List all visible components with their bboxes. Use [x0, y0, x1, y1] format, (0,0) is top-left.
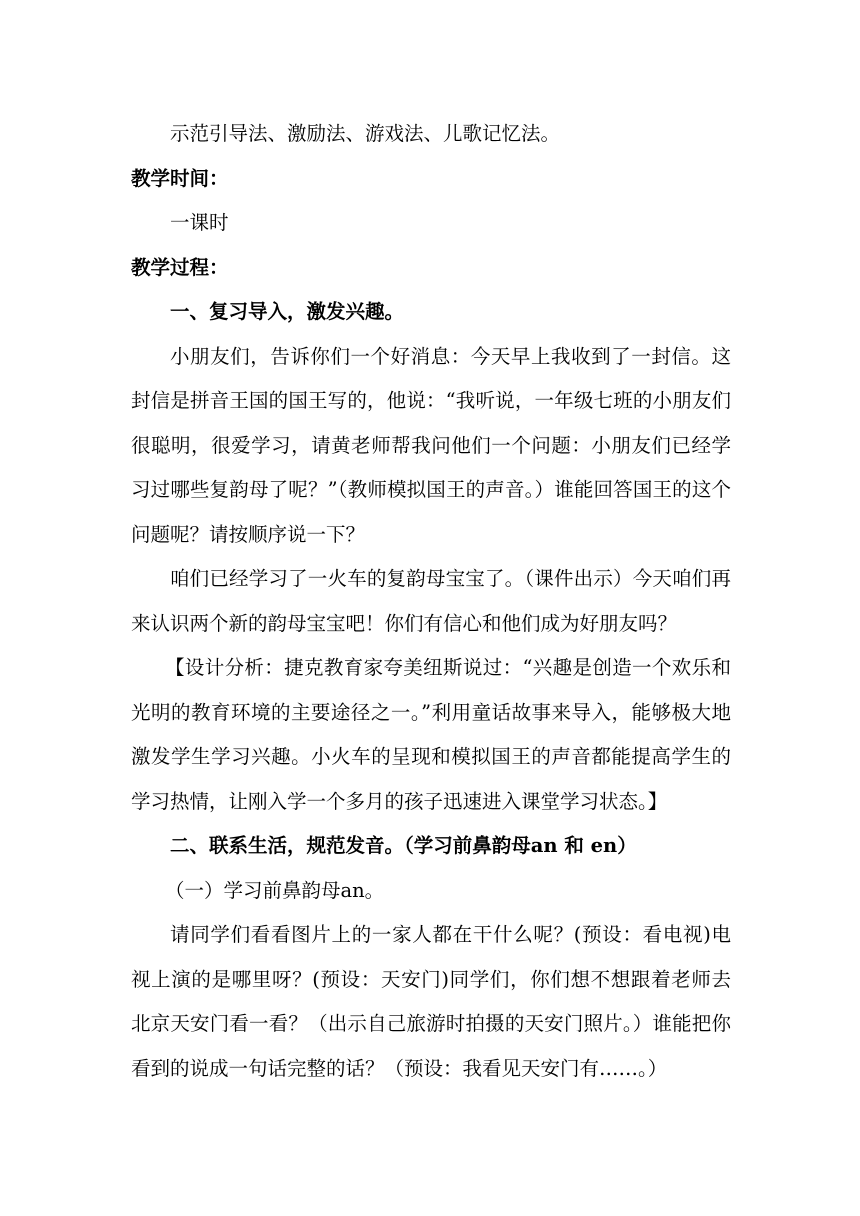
- section-1-heading: 一、复习导入，激发兴趣。: [170, 300, 405, 323]
- teaching-process-heading: 教学过程：: [131, 255, 229, 279]
- section-2-subheading-1: （一）学习前鼻韵母an。: [165, 878, 385, 902]
- section-1-paragraph-1: 小朋友们，告诉你们一个好消息：今天早上我收到了一封信。这封信是拼音王国的国王写的，他说：“我听说，一年级七班的小朋友们很聪明，很爱学习，请黄老师帮我问他们一个问题：小朋友们已经学习过哪些复韵母了呢？”（教师模拟国王的声音。）谁能回答国王的这个问题呢？请按顺序说一下？: [131, 344, 731, 546]
- section-1-paragraph-2: 咱们已经学习了一火车的复韵母宝宝了。（课件出示）今天咱们再来认识两个新的韵母宝宝吧！你们有信心和他们成为好朋友吗？: [131, 567, 731, 635]
- document-page: [131, 112, 731, 1091]
- section-2-paragraph-1: 请同学们看看图片上的一家人都在干什么呢？(预设：看电视)电视上演的是哪里呀？(预设：天安门)同学们，你们想不想跟着老师去北京天安门看一看？（出示自己旅游时拍摄的天安门照片。）谁能把你看到的说成一句话完整的话？（预设：我看见天安门有……。）: [131, 923, 731, 1080]
- teaching-time-value: 一课时: [170, 211, 229, 234]
- section-2-heading: 二、联系生活，规范发音。（学习前鼻韵母an 和 en）: [170, 834, 637, 857]
- teaching-methods-line: 示范引导法、激励法、游戏法、儿歌记忆法。: [170, 122, 561, 145]
- section-1-design-analysis: 【设计分析：捷克教育家夸美纽斯说过：“兴趣是创造一个欢乐和光明的教育环境的主要途径之一。”利用童话故事来导入，能够极大地激发学生学习兴趣。小火车的呈现和模拟国王的声音都能提高学生的学习热情，让刚入学一个多月的孩子迅速进入课堂学习状态。】: [131, 656, 731, 813]
- teaching-time-heading: 教学时间：: [131, 166, 229, 190]
